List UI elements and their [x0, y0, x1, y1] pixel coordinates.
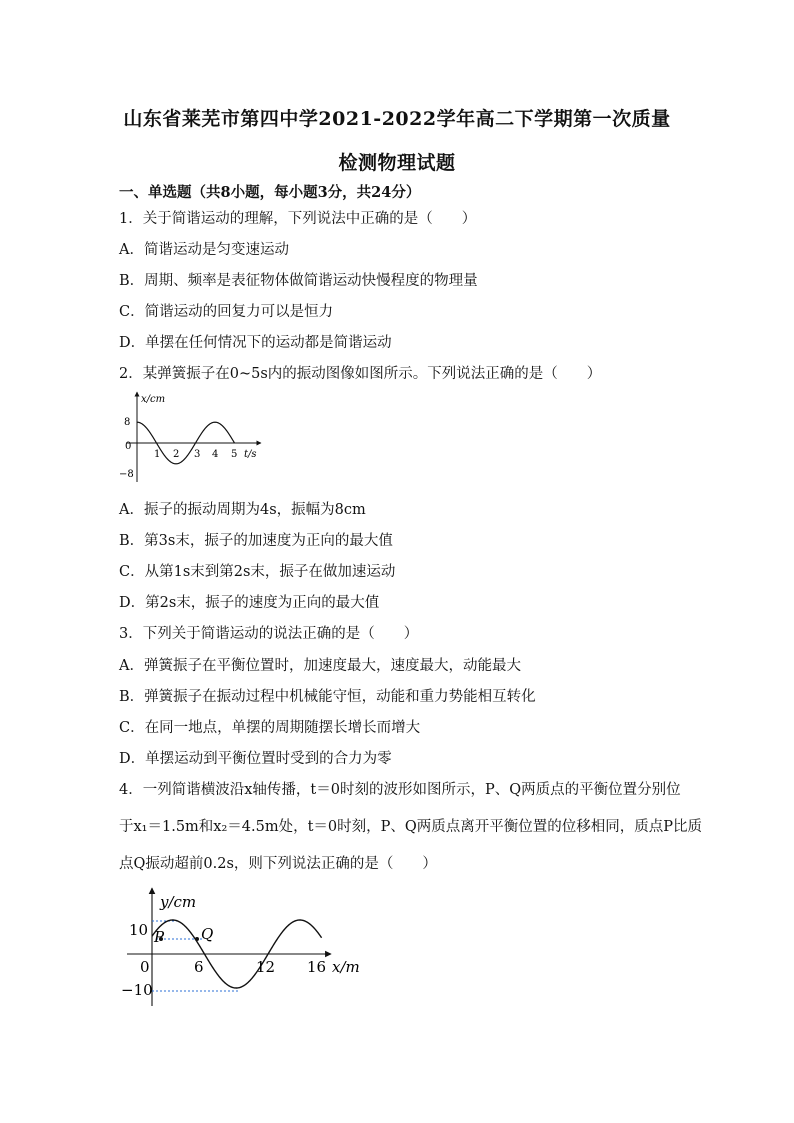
vibration-x-tick-5: 5 — [231, 449, 238, 460]
question-4-stem-line-2: 于x₁＝1.5m和x₂＝4.5m处，t＝0时刻，P、Q两质点离开平衡位置的位移相同，质点P比质 — [119, 819, 703, 835]
question-3-option-b: B．弹簧振子在振动过程中机械能守恒，动能和重力势能相互转化 — [119, 689, 536, 705]
question-2-option-c: C．从第1s末到第2s末，振子在做加速运动 — [119, 564, 396, 580]
vibration-x-tick-1: 1 — [154, 449, 161, 460]
wave-x-tick-6: 6 — [194, 958, 204, 976]
question-1-option-d: D．单摆在任何情况下的运动都是简谐运动 — [119, 335, 392, 351]
vibration-x-tick-4: 4 — [212, 449, 219, 460]
vibration-x-axis-label: t/s — [244, 449, 257, 460]
vibration-x-tick-3: 3 — [194, 449, 201, 460]
question-1-stem: 1．关于简谐运动的理解，下列说法中正确的是（ ） — [119, 211, 477, 227]
wave-graph — [119, 882, 379, 1012]
question-3-stem: 3．下列关于简谐运动的说法正确的是（ ） — [119, 626, 419, 642]
wave-x-tick-12: 12 — [256, 958, 276, 976]
vibration-graph — [119, 388, 269, 488]
vibration-y-tick-0: 0 — [125, 441, 132, 452]
question-3-option-a: A．弹簧振子在平衡位置时，加速度最大，速度最大，动能最大 — [119, 658, 521, 674]
wave-y-tick-0: 0 — [140, 958, 150, 976]
vibration-y-axis-label: x/cm — [141, 394, 166, 405]
wave-y-axis-label: y/cm — [160, 893, 197, 911]
vibration-x-tick-2: 2 — [173, 449, 180, 460]
wave-y-tick-neg10: −10 — [121, 981, 153, 999]
exam-title-line-2: 检测物理试题 — [338, 152, 456, 174]
wave-y-tick-10: 10 — [129, 921, 149, 939]
question-1-option-b: B．周期、频率是表征物体做简谐运动快慢程度的物理量 — [119, 273, 478, 289]
question-4-stem-line-1: 4．一列简谐横波沿x轴传播，t＝0时刻的波形如图所示，P、Q两质点的平衡位置分别位 — [119, 782, 681, 798]
section-heading: 一、单选题（共8小题，每小题3分，共24分） — [119, 184, 421, 201]
question-2-stem: 2．某弹簧振子在0~5s内的振动图像如图所示。下列说法正确的是（ ） — [119, 366, 602, 382]
point-p-label: P — [154, 928, 165, 946]
vibration-y-tick-neg8: −8 — [119, 469, 134, 480]
question-3-option-d: D．单摆运动到平衡位置时受到的合力为零 — [119, 751, 392, 767]
wave-x-axis-label: x/m — [332, 958, 360, 976]
point-q-label: Q — [201, 925, 214, 943]
question-1-option-c: C．简谐运动的回复力可以是恒力 — [119, 304, 334, 320]
question-2-option-a: A．振子的振动周期为4s，振幅为8cm — [119, 502, 366, 518]
question-1-option-a: A．简谐运动是匀变速运动 — [119, 242, 289, 258]
wave-x-tick-16: 16 — [307, 958, 327, 976]
question-3-option-c: C．在同一地点，单摆的周期随摆长增长而增大 — [119, 720, 421, 736]
exam-title-line-1: 山东省莱芜市第四中学2021-2022学年高二下学期第一次质量 — [123, 108, 671, 130]
point-q-marker — [195, 937, 199, 941]
vibration-y-tick-8: 8 — [124, 417, 131, 428]
question-2-option-b: B．第3s末，振子的加速度为正向的最大值 — [119, 533, 393, 549]
question-4-stem-line-3: 点Q振动超前0.2s，则下列说法正确的是（ ） — [119, 856, 437, 872]
question-2-option-d: D．第2s末，振子的速度为正向的最大值 — [119, 595, 380, 611]
